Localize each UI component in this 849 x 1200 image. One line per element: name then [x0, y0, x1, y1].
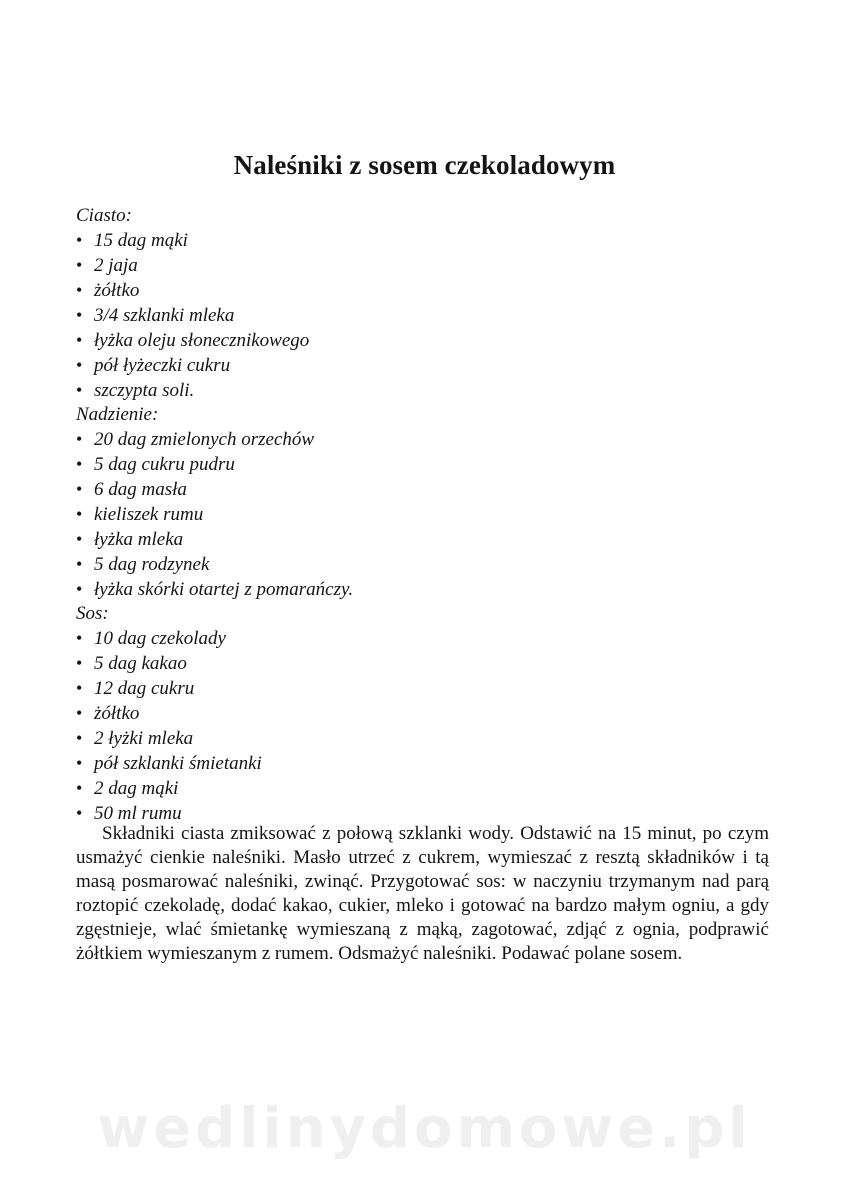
ingredient-text: pół szklanki śmietanki	[94, 753, 262, 774]
bullet-icon: •	[76, 355, 83, 375]
ingredient-text: 2 dag mąki	[94, 778, 179, 799]
bullet-icon: •	[76, 305, 83, 325]
ingredient-text: łyżka oleju słonecznikowego	[94, 330, 310, 351]
ingredient-list	[76, 427, 776, 602]
section-label: Nadzienie:	[76, 404, 159, 425]
ingredient-text: 5 dag rodzynek	[94, 554, 210, 575]
list-item	[76, 278, 776, 303]
bullet-icon: •	[76, 529, 83, 549]
ingredient-text: 15 dag mąki	[94, 230, 188, 251]
watermark: wedlinydomowe.pl	[97, 1096, 752, 1161]
bullet-icon: •	[76, 230, 83, 250]
bullet-icon: •	[76, 753, 83, 773]
list-item	[76, 228, 776, 253]
ingredients-section-ciasto	[76, 204, 776, 403]
bullet-icon: •	[76, 380, 83, 400]
ingredient-list	[76, 626, 776, 826]
ingredient-text: kieliszek rumu	[94, 504, 204, 525]
list-item	[76, 328, 776, 353]
section-label: Sos:	[76, 603, 109, 624]
ingredient-text: 5 dag cukru pudru	[94, 454, 235, 475]
list-item	[76, 751, 776, 776]
ingredient-text: pół łyżeczki cukru	[94, 355, 231, 376]
ingredient-list	[76, 228, 776, 403]
ingredient-text: 3/4 szklanki mleka	[94, 305, 235, 326]
ingredient-text: 6 dag masła	[94, 479, 187, 500]
list-item	[76, 776, 776, 801]
list-item	[76, 626, 776, 651]
bullet-icon: •	[76, 554, 83, 574]
bullet-icon: •	[76, 778, 83, 798]
list-item	[76, 452, 776, 477]
ingredient-text: łyżka mleka	[94, 529, 184, 550]
list-item	[76, 303, 776, 328]
list-item	[76, 701, 776, 726]
ingredients-block	[76, 204, 776, 826]
ingredient-text: 10 dag czekolady	[94, 628, 226, 649]
section-label: Ciasto:	[76, 205, 132, 226]
list-item	[76, 651, 776, 676]
bullet-icon: •	[76, 454, 83, 474]
bullet-icon: •	[76, 803, 83, 823]
bullet-icon: •	[76, 429, 83, 449]
ingredient-text: 2 jaja	[94, 255, 138, 276]
recipe-title: Naleśniki z sosem czekoladowym	[233, 150, 616, 180]
bullet-icon: •	[76, 653, 83, 673]
ingredients-section-sos	[76, 602, 776, 826]
bullet-icon: •	[76, 280, 83, 300]
ingredient-text: 20 dag zmielonych orzechów	[94, 429, 315, 450]
bullet-icon: •	[76, 628, 83, 648]
ingredient-text: 2 łyżki mleka	[94, 728, 194, 749]
list-item	[76, 552, 776, 577]
list-item	[76, 378, 776, 403]
bullet-icon: •	[76, 579, 83, 599]
list-item	[76, 502, 776, 527]
list-item	[76, 353, 776, 378]
bullet-icon: •	[76, 728, 83, 748]
list-item	[76, 577, 776, 602]
ingredient-text: szczypta soli.	[94, 380, 195, 401]
bullet-icon: •	[76, 479, 83, 499]
bullet-icon: •	[76, 504, 83, 524]
list-item	[76, 427, 776, 452]
bullet-icon: •	[76, 330, 83, 350]
list-item	[76, 676, 776, 701]
list-item	[76, 253, 776, 278]
ingredient-text: łyżka skórki otartej z pomarańczy.	[94, 579, 354, 600]
ingredient-text: 12 dag cukru	[94, 678, 195, 699]
ingredients-section-nadzienie	[76, 403, 776, 602]
instructions-paragraph: Składniki ciasta zmiksować z połową szklanki wody. Odstawić na 15 minut, po czym usmażyć cienkie naleśniki. Masło utrzeć z cukrem, wymieszać z resztą składników i tą masą posmarować naleśniki, zwinąć. Przygotować sos: w naczyniu trzymanym nad parą roztopić czekoladę, dodać kakao, cukier, mleko i gotować na bardzo małym ogniu, a gdy zgęstnieje, wlać śmietankę wymieszaną z mąką, zagotować, zdjąć z ognia, podprawić żółtkiem wymieszanym z rumem. Odsmażyć naleśniki. Podawać polane sosem.	[76, 823, 769, 965]
bullet-icon: •	[76, 678, 83, 698]
bullet-icon: •	[76, 703, 83, 723]
list-item	[76, 527, 776, 552]
ingredient-text: 50 ml rumu	[94, 803, 182, 824]
list-item	[76, 477, 776, 502]
ingredient-text: żółtko	[94, 703, 140, 724]
ingredient-text: 5 dag kakao	[94, 653, 187, 674]
list-item	[76, 726, 776, 751]
bullet-icon: •	[76, 255, 83, 275]
ingredient-text: żółtko	[94, 280, 140, 301]
